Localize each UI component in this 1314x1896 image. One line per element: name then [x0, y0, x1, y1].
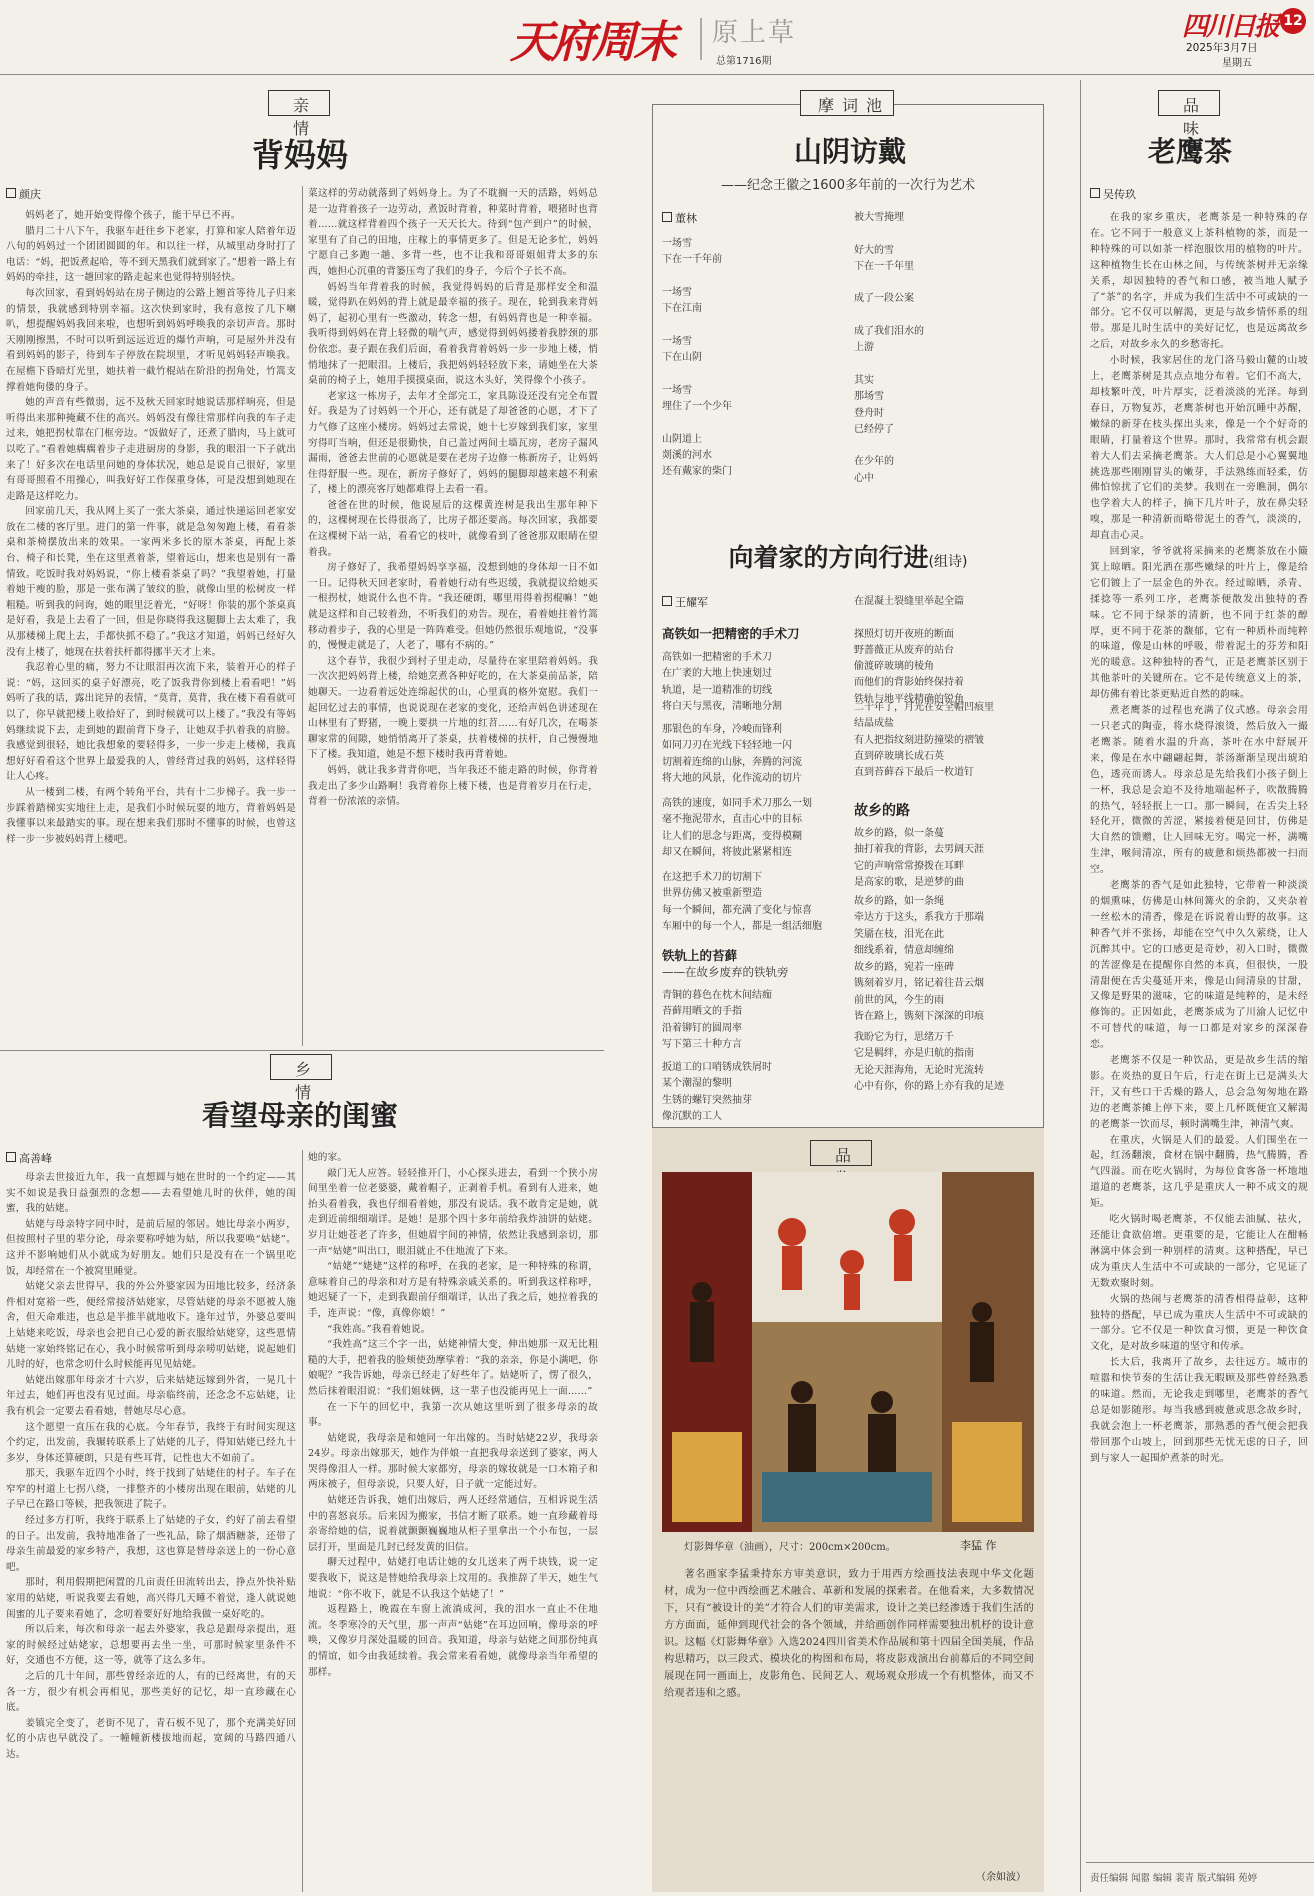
paragraph: 妈妈老了，她开始变得像个孩子，能干早已不再。 — [25, 210, 241, 221]
poem-shanyin-left: 一场雪 下在一千年前 一场雪 下在江南 一场雪 下在山阴 一场雪 埋住了一个少年 山阴道上 剡溪的河水 还有戴家的柴门 — [662, 238, 732, 478]
paragraph: 在我的家乡重庆，老鹰茶是一种特殊的存在。它不同于一般意义上茶科植物的茶，而是一种特殊的可以如茶一样泡服饮用的植物的叶片。这种植物生长在山林之间，与传统茶树并无亲缘关系，却因独特的香气和口感，被当地人赋予了“茶”的名字，并成为我们生活中不可或缺的一部分。它不仅可以解渴，更是与故乡情怀系的纽带。那是儿时生活中的美好记忆，也是远离故乡之后，对故乡永久的乡愁寄托。 — [1090, 212, 1308, 351]
paragraph: 长大后，我离开了故乡，去往远方。城市的喧嚣和快节奏的生活让我无暇顾及那些曾经熟悉的味道。然而，无论我走到哪里，老鹰茶的香气总是如影随形。每当我感到疲惫或思念故乡时，我就会泡上一杯老鹰茶，那熟悉的香气便会把我带回那个山坡上，回到那些无忧无虑的日子，回到与家人一起围炉煮茶的时光。 — [1090, 1357, 1308, 1464]
section-label-mocichi: 摩词池 — [800, 90, 894, 116]
paragraph: “我姓高。”我看着她说。 — [327, 1323, 431, 1335]
footer-rule — [1086, 1862, 1314, 1863]
paragraph: 聊天过程中，姑姥打电话让她的女儿送来了两千块钱，说一定要我收下，说这是替她给我母亲上坟用的。我推辞了半天，她生气地说：“你不收下，就是不认我这个姑姥了！” — [308, 1557, 598, 1600]
paragraph: 返程路上，晚霞在车窗上流淌成河，我的泪水一直止不住地流。冬季寒冷的天气里，那一声声“姑姥”在耳边回响，像母亲的呼唤，又像岁月深处温暖的回音。我知道，母亲与姑姥之间那份纯真的情谊，如今由我延续着。我会常来看看她，就像母亲当年希望的那样。 — [308, 1604, 598, 1678]
poem-subtitle-guxiang: 故乡的路 — [854, 803, 910, 819]
painter-credit: 李猛 作 — [960, 1539, 997, 1552]
article-body-beimama-col2 — [308, 186, 598, 1046]
paragraph: 这个春节，我很少到村子里走动，尽量待在家里陪着妈妈。我一次次把妈妈背上楼，给她烹煮各种好吃的，在大茶桌前品茶，陪她聊天。一边看着远处连绵起伏的山，心里真的格外宽慰。我们一起回忆过去的事情，也说说现在老家的变化，还给声妈色讲述现在山林里有了野猪，一晚上要拱一片地的红苕……有好几次，在喝茶聊家常的间隙，她悄悄离开了茶桌，扶着楼梯的扶杆，自己慢慢地下了楼。我知道，她是不想下楼时我再背着她。 — [308, 655, 598, 761]
article-body-laoyingcha — [1090, 210, 1308, 1836]
painting-caption: 灯影舞华章（油画），尺寸：200cm×200cm。 — [684, 1542, 896, 1553]
paragraph: “我姓高”这三个字一出，姑姥神情大变，伸出她那一双无比粗糙的大手，把着我的脸颊使劲摩挲着：“我的亲亲，你是小满吧，你娘呢？”我告诉她，母亲已经走了好些年了。姑姥听了，愣了很久，然后抹着眼泪说：“我们姐妹俩，这一辈子也没能再见上一面……” — [308, 1339, 598, 1397]
paragraph: 这个愿望一直压在我的心底。今年春节，我终于有时间实现这个约定，出发前，我辗转联系上了姑姥的儿子，得知姑姥已经九十多岁，身体还算硬朗，只是有些耳背，记性也大不如前了。 — [6, 1421, 296, 1464]
paragraph: 她的声音有些微弱，远不及秋天回家时她说话那样响亮，但是听得出来那种掩藏不住的高兴。妈妈没有像往常那样向我的车子走过来，她把拐杖靠在门框旁边。“饭做好了，还煮了腊肉，马上就可以吃了。”看着她瘸瘸着步子走进厨房的身影，我的眼泪一下子就出来了！好多次在电话里问她的身体状况，她总是说自己很好，家里有哥哥照看不用操心，叫我好好工作保重身体，可是没想到她现在走路是这样吃力。 — [6, 397, 296, 502]
section-label-xiangqing: 乡情 — [270, 1054, 332, 1080]
section-label-pinjian: 品 — [810, 1140, 872, 1166]
paragraph: 我忍着心里的痛，努力不让眼泪再次流下来，装着开心的样子说：“妈，这回买的桌子好漂亮，吃了饭我背你到楼上看看吧！”妈妈听了我的话，露出诧异的表情，“莫背，莫背，我在楼下看看就可以了，你早就把楼上收拾好了，到时候就可以上楼了。”我没有等妈妈继续说下去，走到她的跟前背下身子，让她双手扒着我的肩膀。我感觉到很轻，她比我想象的要轻得多，一步一步走上楼梯，我真想好好看看这个世界上最爱我的人，曾经背过我的妈妈，这样轻得让人心疼。 — [6, 662, 296, 783]
paragraph: 那天，我驱车近四个小时，终于找到了姑姥住的村子。车子在窄窄的村道上七拐八绕，一排整齐的小楼房出现在眼前，姑姥的儿子早已在路口等候，把我领进了院子。 — [6, 1468, 296, 1511]
article-body-kanwang-col2 — [308, 1150, 598, 1892]
byline-gaoshanfeng: 高善峰 — [6, 1150, 52, 1166]
paragraph: 她的家。 — [308, 1152, 348, 1163]
paper-logo: 四川日报 — [1182, 12, 1279, 42]
masthead-logo: 天府周末 — [510, 17, 674, 68]
paragraph: 煮老鹰茶的过程也充满了仪式感。母亲会用一只老式的陶壶，将水烧得滚烫，然后放入一撮老鹰茶。随着水温的升高，茶叶在水中舒展开来，像是在水中翩翩起舞，茶汤渐渐呈现出琥珀色，透亮而诱人。母亲总是先给我们小孩子倒上一杯，我总是会迫不及待地端起杯子，吹散腾腾的热气，轻轻抿上一口。那一瞬间，在舌尖上轻轻化开，微微的苦涩，紧接着便是回甘，仿佛是大自然的馈赠，让人回味无穷。喝完一杯，满嘴生津，喉间清凉，所有的疲惫和烦热都被一扫而空。 — [1090, 705, 1308, 876]
section-label-qinqing: 亲情 — [268, 90, 330, 116]
painting-image — [662, 1172, 1034, 1532]
stanza: 我盼它为行，思绪万千 它是羁绊，亦是归航的指南 无论天涯海角，无论时光流转 心中有你，你的路上亦有我的足迹 — [854, 1032, 1004, 1092]
art-review-body — [664, 1566, 1034, 1876]
paragraph: 姑姥说，我母亲是和她同一年出嫁的。当时姑姥22岁，我母亲24岁。母亲出嫁那天，她作为伴娘一直把我母亲送到了婆家，两人哭得像泪人一样。那时候大家都穷，母亲的嫁妆就是一口木箱子和两床被子，但母亲说，只要人好，日子就一定能过好。 — [308, 1432, 598, 1491]
paragraph: 老家这一栋房子，去年才全部完工，家具陈设还没有完全布置好。我是为了讨妈妈一个开心，还有就是了却爸爸的心愿，才下了力气修了这座小楼房。妈妈过去常说，她十七岁嫁到我们家，家里穷得叮当响，但还是很勤快，自己盖过两间土墙瓦房，老房子漏风漏雨，爸爸去世前的心愿就是要在老房子边修一栋新房子，让妈妈住得舒服一些。现在，新房子修好了，妈妈的腿脚却越来越不利索了，楼上的漂亮客厅她都难得上去看一看。 — [308, 390, 598, 496]
byline-wuchuanjiu: 吴传玖 — [1090, 186, 1136, 202]
paragraph: 回家前几天，我从网上买了一张大茶桌，通过快递运回老家安放在二楼的客厅里。进门的第一件事，就是急匆匆跑上楼，看看茶桌和茶椅摆放出来的效果。一家两米多长的原木茶桌，再配上茶台、椅子和长凳，坐在这里煮着茶，望着远山，想来也是别有一番情致。吃饭时我对妈妈说，“你上楼看茶桌了吗？”我望着她，打量着她干瘦的脸，那是一张布满了皱纹的脸，就像山里的松树皮一样粗糙。听到我的问询，她的眼里泛着光，“好呀！你装的那个茶桌真是好看，我是上去看了一回，但是你晓得我这腿脚上去太难了，我从那楼梯上爬上去，手都快抓不稳了。”我这才知道，妈妈已经好久没有上楼了，她现在扶着扶杆都得挪半天才上来。 — [6, 506, 296, 658]
stanza: 故乡的路，似一条蔓 抽打着我的背影，去男阔天涯 它的声响常常撩拨在耳畔 是高家的歌，是逆梦的曲 — [854, 828, 984, 888]
article-subtitle-shanyin: ——纪念王徽之1600多年前的一次行为艺术 — [720, 178, 976, 193]
poem-subtitle-taixian: 铁轨上的苔藓 — [662, 948, 738, 963]
paragraph: 在重庆，火锅是人们的最爱。人们围坐在一起，红汤翻滚，食材在锅中翻腾，热气腾腾，香气四溢。而在吃火锅时，为每位食客备一杯地地道道的老鹰茶，这几乎是重庆人一种不成文的规矩。 — [1090, 1134, 1308, 1210]
article-body-beimama-col1 — [6, 208, 296, 1046]
paragraph: 回到家，爷爷就将采摘来的老鹰茶放在小簸箕上晾晒。阳光洒在那些嫩绿的叶片上，像是给它们镀上了一层金色的外衣。经过晾晒，杀青、揉捻等一系列工序，老鹰茶便散发出独特的香味。它不同于绿茶的清新，也不同于红茶的醇厚，更不同于花茶的馥郁，它有一种质朴而纯粹的味道，像是山林的呼吸，带着泥土的芬芳和阳光的暖意。这种独特的香气，正是老鹰茶区别于其他茶叶的关键所在。它不是传统意义上的茶，却仿佛有着比茶更贴近自然的韵味。 — [1090, 546, 1308, 701]
paragraph: 经过多方打听，我终于联系上了姑姥的子女，约好了前去看望的日子。出发前，我特地准备了一些礼品，除了烟酒糖茶，还带了母亲生前最爱的家乡特产，我想，这也算是替母亲送上的一份心意吧。 — [6, 1515, 296, 1573]
paragraph: 小时候，我家居住的龙门洛马毅山麓的山坡上，老鹰茶树是其点点地分布着。它们不高大，却枝繁叶茂，叶片厚实，泛着淡淡的光泽。每到春日，万物复苏，老鹰茶树也开始沉睡中苏醒，嫩绿的新芽在枝头探出头来，像是一个个好奇的眼睛，打量着这个世界。那时，我常常有机会跟着大人们去采摘老鹰茶。大人们总是小心翼翼地挑选那些刚刚冒头的嫩芽，手法熟练而轻柔，仿佛怕惊扰了它们的美梦。我则在一旁瞧洞，偶尔也学着大人的样子，摘下几片叶子，放在鼻尖轻嗅，那是一种清新而略带泥土的香气，淡淡的，却直击心灵。 — [1090, 355, 1308, 542]
masthead-divider — [700, 18, 702, 60]
stanza: 高铁如一把精密的手术刀 在广袤的大地上快速划过 轨道，是一道精准的切线 将白天与黑夜，清晰地分割 — [662, 652, 782, 712]
stanza: 青铜的暮色在枕木间结痂 苔藓用晒文的手指 沿着铆钉的圆周率 写下第三十种方言 — [662, 990, 772, 1050]
paragraph: 腊月二十八下午，我驱车赶往乡下老家，打算和家人陪着年迈八旬的妈妈过一个团团圆圆的年。和以往一样，从城里动身时打了电话：“妈，把饭煮起哈，等不到天黑我们就到家了。”想着一路上有妈妈的牵挂，这一趟回家的路走起来也觉得特别轻快。 — [6, 225, 296, 284]
article-title-shanyin: 山阴访戴 — [793, 135, 906, 168]
paragraph: 敲门无人应答。轻轻推开门，小心探头进去，看到一个狭小房间里坐着一位老婆婆，戴着帽子，正剥着手机。看到有人进来，她抬头看着我，我也仔细看着她，那没有说话。我不敢肯定是她，就走到近前细细端详。是她！是那个四十多年前给我炸油饼的姑姥。岁月让她苍老了许多，但她眉宇间的神情，依然让我感到亲切，那一声“姑姥”叫出口，眼泪就止不住地流了下来。 — [308, 1167, 598, 1257]
paragraph: 那时，利用假期把闲置的几亩责任田流转出去，挣点外快补贴家用的姑姥，听说我要去看她，高兴得几天睡不着觉，逢人就说她闺蜜的儿子要来看她了，念叨着要好好地给我做一桌好吃的。 — [6, 1577, 296, 1620]
poem-shanyin-right: 被大雪掩埋 好大的雪 下在一千年里 成了一段公案 成了我们泪水的 上游 其实 那场雪 登舟时 已经停了 在少年的 心中 — [854, 212, 924, 484]
paragraph: 姑姥父亲去世得早，我的外公外婆家因为田地比较多，经济条件相对宽裕一些，便经常接济姑姥家，尽管姑姥的母亲不愿被人施舍，但天命难违，也总是半推半就地收下。逢年过节，外婆总要叫上姑姥来吃饭，母亲也会把自己心爱的新衣服给姑姥穿，这些恩情姑姥一家始终铭记在心，我小时候常听到母亲唠叨姑姥，说起她们儿时的好，也常念叨什么时候能再见见姑姥。 — [6, 1281, 296, 1371]
column-rule — [302, 1150, 303, 1892]
paragraph: 妈妈，就让我多背背你吧，当年我还不能走路的时候，你背着我走出了多少山路啊！我背着你上楼下楼，也是背着岁月在行走，背着一份浓浓的亲情。 — [308, 764, 598, 808]
column-rule — [1080, 80, 1081, 1892]
byline-wangyaojun: 王耀军 — [662, 594, 708, 610]
stanza: 那银色的车身，冷峻而锋利 如同刀刃在光线下轻轻地一闪 切割着连绵的山脉，奔腾的河流 将大地的风景，化作流动的切片 — [662, 724, 802, 784]
title-text: 向着家的方向行进 — [728, 543, 929, 572]
article-title-laoyingcha: 老鹰茶 — [1147, 135, 1232, 168]
stanza: 在这把手术刀的切割下 世界仿佛又被重新塑造 每一个瞬间，都充满了变化与惊喜 车厢中的每一个人，都是一组活细胞 — [662, 872, 822, 932]
section-rule — [0, 1050, 604, 1051]
paragraph: 姑姥出嫁那年母亲才十六岁，后来姑姥远嫁到外省，一晃几十年过去，她们再也没有见过面。母亲临终前，还念念不忘姑姥，让我有机会一定要去看看她，替她尽尽心意。 — [6, 1374, 296, 1417]
paragraph: 所以后来，每次和母亲一起去外婆家，我总是跟母亲提出，逛家的时候经过姑姥家，总想要再去坐一坐，可那时候家里条件不好，交通也不方便，这一等，就等了这么多年。 — [6, 1624, 296, 1667]
paragraph: 著名画家李猛秉持东方审美意识，致力于用西方绘画技法表现中华文化题材，成为一位中西绘画艺术融合、革新和发展的探索者。在他看来，大多数情况下，只有“被设计的美”才符合人们的审美需求，设计之美已经渗透于我们生活的方方面面，延伸到现代社会的各个领域，并给画创作同样需要独出机杼的设计意识。这幅《灯影舞华章》入选2024四川省美术作品展和第十四届全国美展，作品构思精巧，以三段式、模块化的构图和布局，将皮影戏演出台前幕后的不同空间展现在同一画面上，皮影角色、民间艺人、观场观众形成一个有机整体，而又不给观者违和之感。 — [664, 1569, 1034, 1699]
paragraph: 在一下午的回忆中，我第一次从她这里听到了很多母亲的故事。 — [308, 1401, 598, 1429]
poem-subsubtitle: ——在故乡废弃的铁轨旁 — [662, 965, 789, 979]
paragraph: 老鹰茶不仅是一种饮品，更是故乡生活的缩影。在炎热的夏日午后，行走在街上已是满头大汗，又有些口干舌燥的路人，总会急匆匆地在路边的老鹰茶摊上停下来，要上几杯既便宜又解渴的老鹰茶一饮而尽，顿时满嘴生津，神清气爽。 — [1090, 1055, 1308, 1130]
article-body-kanwang-col1 — [6, 1170, 296, 1892]
poem-subtitle-gaotie: 高铁如一把精密的手术刀 — [662, 626, 800, 641]
stanza: 二十年了，月光在安全帽凹痕里 结晶成盐 有人把指纹刻进防撞梁的褶皱 直到碎玻璃长成石英 直到苔藓吞下最后一枚道钉 — [854, 702, 994, 779]
painting-dengying — [662, 1172, 1034, 1532]
paragraph: 老鹰茶的香气是如此独特，它带着一种淡淡的烟熏味，仿佛是山林间篝火的余韵，又夹杂着一丝松木的清香，像是在诉说着山野的故事。这种香气并不张扬，却能在空气中久久萦绕，让人沉醉其中。它的口感更是奇妙，初入口时，微微的苦涩像是在提醒你自然的本真，但很快，一股清甜便在舌尖蔓延开来，像是山间清泉的甘甜，又像是野果的滋味，它的味道是纯粹的，是未经修饰的。正因如此，老鹰茶成为了川渝人记忆中不可替代的味道，每一口都是对家乡的深深眷恋。 — [1090, 880, 1308, 1051]
article-title-xiangzhejia — [660, 538, 1036, 574]
paragraph: 火锅的热闹与老鹰茶的清香相得益彰，这种独特的搭配，早已成为重庆人生活中不可或缺的一部分。它不仅是一种饮食习惯，更是一种饮食文化，是对故乡味道的坚守和传承。 — [1090, 1293, 1308, 1353]
paragraph: 从一楼到二楼，有两个转角平台，共有十二步梯子。我一步一步踩着踏梯实实地往上走，是我们小时候玩耍的地方，背着妈妈是我懂事以来最踏实的事。现在想来我们那时不懂事的时候，也曾这样一步一步被妈妈背上楼吧。 — [6, 786, 296, 845]
article-title-kanwang: 看望母亲的闺蜜 — [201, 1099, 398, 1132]
paragraph: 爸爸在世的时候，他说屋后的这棵黄连树是我出生那年种下的，这棵树现在长得很高了，比房子都还要高。每次回家，我都要在这棵树下站一站，看看它的枝叶，就像看到了爸爸那双眼睛在望着我。 — [308, 499, 598, 558]
article-title-beimama: 背妈妈 — [251, 136, 348, 174]
footer-editors: 责任编辑 闻嚣 编辑 裴青 版式编辑 苑婷 — [1090, 1873, 1258, 1884]
review-author: （余如波） — [976, 1872, 1026, 1883]
stanza: 高铁的速度，如同手术刀那么一划 毫不拖泥带水，直击心中的目标 让人们的思念与距离，变得模糊 却又在瞬间，将彼此紧紧相连 — [662, 798, 812, 858]
paragraph: 母亲去世接近九年，我一直想圆与她在世时的一个约定——其实不如说是我日益强烈的念想——去看望她儿时的伙伴，她的闺蜜，我的姑姥。 — [6, 1172, 296, 1215]
stanza: 故乡的路，如一条绳 牵达方于这头，系我方于那端 笑靥在枝，泪光在此 细线系着，情意却缠绵 — [854, 896, 984, 956]
stanza: 故乡的路，宛若一座碑 镌刻着岁月，铭记着往昔云烟 前世的风，今生的雨 皆在路上，镌刻下深深的印痕 — [854, 962, 984, 1022]
paragraph: 每次回家，看到妈妈站在房子侧边的公路上翘首等待儿子归来的情景，我就感到特别幸福。这次快到家时，我有意按了几下喇叭，想提醒妈妈我回来啦，也想听到妈妈呼唤我的亲切声音。那时天刚刚擦黑，不时可以听到远远近近的爆竹声响，可是屋外并没有看到妈妈的影子，待到车子停放在院坝里，才听见妈妈轻声唤我。在屋檐下昏暗灯光里，她扶着一截竹棍站在阶沿的拐角处，竹篙支撑着她佝偻的身子。 — [6, 287, 296, 393]
paragraph: “姑姥”“姥姥”这样的称呼，在我的老家，是一种特殊的称谓，意味着自己的母亲和对方是有特殊亲戚关系的。听到我这样称呼，她迟疑了一下，走到我跟前仔细端详，认出了我之后，她拉着我的手，连声说：“像，真像你娘！” — [308, 1261, 598, 1319]
paragraph: 姑姥还告诉我，她们出嫁后，两人还经常通信，互相诉说生活中的喜怒哀乐。后来因为搬家，书信才断了联系。她一直珍藏着母亲寄给她的信，说着就颤颤巍巍地从柜子里拿出一个小布包，一层层打开，里面是几封已经发黄的旧信。 — [308, 1495, 598, 1553]
paragraph: 姑姥与母亲特字同中时，是前后屋的邻居。她比母亲小两岁，但按照村子里的辈分论，母亲要称呼她为姑，所以我要唤“姑姥”。这并不影响她们从小就成为好朋友。她们只是没有在一个锅里吃饭，却经常在一个被窝里睡觉。 — [6, 1218, 296, 1277]
paragraph: 吃火锅时喝老鹰茶，不仅能去油腻、祛火，还能让食欲倍增。更重要的是，它能让人在酣畅淋漓中体会到一种别样的清爽。这种搭配，早已成为重庆人生活中不可或缺的一部分，它见证了无数欢聚时刻。 — [1090, 1214, 1308, 1289]
section-label-pinwei: 品味 — [1158, 90, 1220, 116]
paragraph: 妈妈当年背着我的时候，我觉得妈妈的后背是那样安全和温暖，觉得趴在妈妈的背上就是最幸福的孩子。现在，轮到我来背妈妈了，起初心里有一些激动，转念一想，有妈妈背也是一种幸福。我听得到妈妈在背上轻微的喘气声，感觉得到妈妈搂着我脖颈的那份依恋。妻子跟在我们后面，看着我背着妈妈一步一步地上楼，悄悄地抹了一把眼泪。上楼后，我把妈妈轻轻放下来，请她坐在大茶桌前的椅子上，她用手摸摸桌面，说这木头好，笑得像个小孩子。 — [308, 281, 598, 387]
column-name: 原上草 — [712, 18, 797, 48]
paragraph: 姜镇完全变了，老街不见了，青石板不见了，那个充满美好回忆的小店也早就没了。一幢幢新楼拔地而起，宽阔的马路四通八达。 — [6, 1717, 296, 1760]
byline-donglin: 董林 — [662, 210, 697, 226]
byline-yanqing: 颜庆 — [6, 186, 41, 202]
masthead — [0, 0, 1314, 80]
paragraph: 房子修好了，我希望妈妈享享福，没想到她的身体却一日不如一日。记得秋天回老家时，看着她行动有些迟缓，我就提议给她买一根拐杖，她说什么也不肯。“我还硬朗，哪里用得着拐棍嘛！”她就是这样和自己较着劲，不听我们的劝告。现在，看着她拄着竹篙移动着步子，我的心里是一阵阵难受。但她仍然很乐观地说，“没事的，慢慢走就是了，人老了，哪有不病的。” — [308, 562, 598, 652]
weekday: 星期五 — [1222, 58, 1252, 69]
page-number-badge: 12 — [1280, 8, 1306, 34]
stanza: 扳道工的口哨锈成铁屑时 某个潮湿的黎明 生锈的螺钉突然抽芽 像沉默的工人 — [662, 1062, 772, 1122]
date: 2025年3月7日 — [1186, 42, 1258, 54]
paragraph: 菜这样的劳动就落到了妈妈身上。为了不耽搁一天的活路，妈妈总是一边背着孩子一边劳动，煮饭时背着，种菜时背着，喂猪时也背着……就这样背着四个孩子一天天长大。待到“包产到户”的时候，家里有了自己的田地，庄稼上的事情更多了。但是无论多忙，妈妈宁愿自己多跑一趟、多背一些，也不让我和哥哥姐姐背太多的东西，她担心沉重的背篓压弯了我们的身子，今后个子长不高。 — [308, 188, 598, 277]
title-tag: (组诗) — [928, 554, 968, 570]
masthead-rule — [0, 74, 1314, 75]
paragraph: 之后的几十年间，那些曾经亲近的人，有的已经离世，有的天各一方，很少有机会再相见，那些美好的记忆，却一直珍藏在心底。 — [6, 1671, 296, 1714]
issue-number: 总第1716期 — [716, 56, 772, 67]
column-rule — [302, 186, 303, 1046]
stanza: 在混凝土裂缝里举起全篇 探照灯切开夜班的断面 野蔷薇正从废弃的站台 偷渡碎玻璃的棱角 而他们的背影始终保持着 铁轨与地平线精确的锐角 — [854, 596, 964, 705]
